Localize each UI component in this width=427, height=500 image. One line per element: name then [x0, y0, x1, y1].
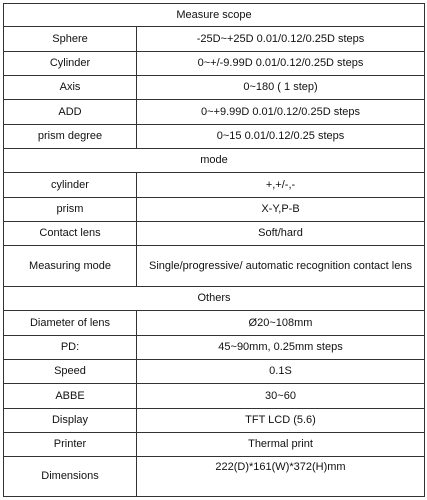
row-label-display: Display — [4, 408, 137, 432]
row-label-speed: Speed — [4, 360, 137, 384]
section-title-measure-scope: Measure scope — [4, 4, 425, 27]
row-label-measuring-mode: Measuring mode — [4, 246, 137, 287]
row-label-prism: prism — [4, 197, 137, 221]
row-value-cylinder: 0~+/-9.99D 0.01/0.12/0.25D steps — [137, 51, 425, 75]
section-title-others: Others — [4, 286, 425, 310]
table-row — [4, 246, 425, 287]
section-header-row — [4, 149, 425, 173]
table-row — [4, 222, 425, 246]
row-value-add: 0~+9.99D 0.01/0.12/0.25D steps — [137, 100, 425, 124]
table-row — [4, 124, 425, 148]
section-header-row — [4, 286, 425, 310]
table-row — [4, 173, 425, 197]
row-value-pd: 45~90mm, 0.25mm steps — [137, 335, 425, 359]
row-value-cylinder-mode: +,+/-,- — [137, 173, 425, 197]
row-label-cylinder: Cylinder — [4, 51, 137, 75]
table-row — [4, 335, 425, 359]
table-row — [4, 76, 425, 100]
row-value-printer: Thermal print — [137, 433, 425, 457]
row-label-add: ADD — [4, 100, 137, 124]
row-value-diameter-of-lens: Ø20~108mm — [137, 311, 425, 335]
row-label-printer: Printer — [4, 433, 137, 457]
spec-table — [3, 3, 425, 497]
row-label-sphere: Sphere — [4, 27, 137, 51]
section-header-row — [4, 4, 425, 27]
table-row — [4, 51, 425, 75]
table-row — [4, 384, 425, 408]
table-row — [4, 408, 425, 432]
row-label-abbe: ABBE — [4, 384, 137, 408]
table-row — [4, 457, 425, 497]
row-label-dimensions: Dimensions — [4, 457, 137, 497]
row-value-prism-degree: 0~15 0.01/0.12/0.25 steps — [137, 124, 425, 148]
row-label-prism-degree: prism degree — [4, 124, 137, 148]
row-label-cylinder-mode: cylinder — [4, 173, 137, 197]
section-title-mode: mode — [4, 149, 425, 173]
row-value-dimensions: 222(D)*161(W)*372(H)mm — [137, 457, 425, 497]
table-row — [4, 27, 425, 51]
row-label-diameter-of-lens: Diameter of lens — [4, 311, 137, 335]
table-row — [4, 197, 425, 221]
row-value-display: TFT LCD (5.6) — [137, 408, 425, 432]
row-label-contact-lens: Contact lens — [4, 222, 137, 246]
row-value-prism: X-Y,P-B — [137, 197, 425, 221]
row-label-axis: Axis — [4, 76, 137, 100]
row-value-abbe: 30~60 — [137, 384, 425, 408]
row-value-measuring-mode: Single/progressive/ automatic recognition contact lens — [137, 246, 425, 287]
row-value-contact-lens: Soft/hard — [137, 222, 425, 246]
row-value-axis: 0~180 ( 1 step) — [137, 76, 425, 100]
row-value-sphere: -25D~+25D 0.01/0.12/0.25D steps — [137, 27, 425, 51]
table-row — [4, 360, 425, 384]
table-row — [4, 100, 425, 124]
table-row — [4, 311, 425, 335]
row-value-speed: 0.1S — [137, 360, 425, 384]
table-row — [4, 433, 425, 457]
row-label-pd: PD: — [4, 335, 137, 359]
